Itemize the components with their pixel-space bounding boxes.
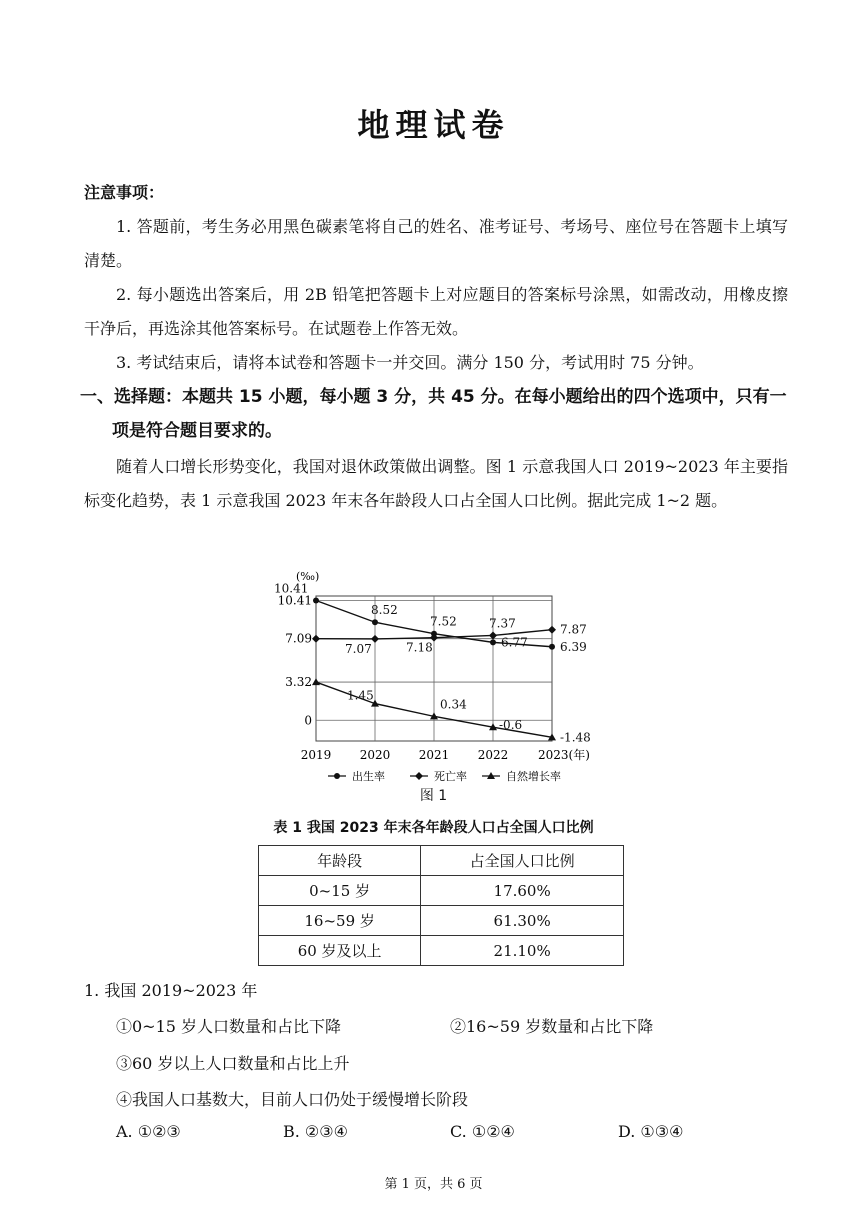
population-line-chart <box>270 566 600 816</box>
chart-legend <box>328 769 561 783</box>
table-cell: 16~59 岁 <box>259 906 421 936</box>
x-tick-label: 2021 <box>418 748 450 762</box>
data-label: 7.87 <box>560 622 587 637</box>
y-tick-label: 7.09 <box>285 631 312 646</box>
point-marker <box>371 635 379 643</box>
point-marker <box>489 631 497 639</box>
data-label: 7.52 <box>430 614 457 629</box>
statement-3: ③60 岁以上人口数量和占比上升 <box>116 1054 350 1073</box>
statement-4: ④我国人口基数大，目前人口仍处于缓慢增长阶段 <box>116 1090 469 1109</box>
page-title: 地理试卷 <box>357 106 510 144</box>
notice-item-2: 2. 每小题选出答案后，用 2B 铅笔把答题卡上对应题目的答案标号涂黑，如需改动，用橡皮擦干净后，再选涂其他答案标号。在试题卷上作答无效。 <box>84 285 788 338</box>
y-tick-label: 0 <box>304 713 312 728</box>
data-label: 10.41 <box>274 581 309 596</box>
point-marker <box>415 772 423 780</box>
table-caption: 表 1 我国 2023 年末各年龄段人口占全国人口比例 <box>273 820 594 836</box>
figure-caption: 图 1 <box>419 788 448 804</box>
intro-paragraph: 随着人口增长形势变化，我国对退休政策做出调整。图 1 示意我国人口 2019~2023 年主要指标变化趋势，表 1 示意我国 2023 年末各年龄段人口占全国人口比例。据此完成 1~2 题。 <box>84 457 788 510</box>
option-b: B. ②③④ <box>283 1122 348 1141</box>
table-row <box>259 906 624 936</box>
statement-1: ①0~15 岁人口数量和占比下降 <box>116 1017 342 1036</box>
option-d: D. ①③④ <box>618 1122 684 1141</box>
point-marker <box>312 635 320 643</box>
data-label: -0.6 <box>499 718 523 733</box>
notice-item-1: 1. 答题前，考生务必用黑色碳素笔将自己的姓名、准考证号、考场号、座位号在答题卡上填写清楚。 <box>84 217 788 270</box>
point-marker <box>549 644 555 650</box>
section-heading <box>80 380 792 448</box>
point-marker <box>372 619 378 625</box>
table-row <box>259 936 624 966</box>
question-1-stem: 1. 我国 2019~2023 年 <box>84 981 258 1000</box>
table-cell: 17.60% <box>421 876 624 906</box>
point-marker <box>313 597 319 603</box>
option-a: A. ①②③ <box>116 1122 181 1141</box>
x-tick-label: 2022 <box>477 748 509 762</box>
data-label: 7.18 <box>406 640 433 655</box>
table-header: 年龄段 <box>259 846 421 876</box>
data-label: 7.37 <box>489 616 516 631</box>
data-label: 8.52 <box>371 603 398 618</box>
data-label: 1.45 <box>347 688 374 703</box>
data-label: 6.77 <box>501 635 528 650</box>
point-marker <box>334 773 340 779</box>
x-tick-label: 2020 <box>359 748 391 762</box>
table-cell: 21.10% <box>421 936 624 966</box>
notice-item-3: 3. 考试结束后，请将本试卷和答题卡一并交回。满分 150 分，考试用时 75 分钟。 <box>116 353 704 372</box>
table-row <box>259 876 624 906</box>
point-marker <box>490 639 496 645</box>
y-axis-unit: (‰) <box>296 570 320 583</box>
statement-2: ②16~59 岁数量和占比下降 <box>450 1017 654 1036</box>
legend-label: 自然增长率 <box>506 770 561 783</box>
x-tick-label: 2023(年) <box>538 748 590 762</box>
data-label: 7.07 <box>345 641 372 656</box>
y-tick-label: 10.41 <box>277 593 312 608</box>
table-cell: 60 岁及以上 <box>259 936 421 966</box>
point-marker <box>548 626 556 634</box>
legend-label: 死亡率 <box>434 770 467 783</box>
section-heading-line2: 项是符合题目要求的。 <box>112 421 282 441</box>
data-label: 0.34 <box>440 697 467 712</box>
table-cell: 0~15 岁 <box>259 876 421 906</box>
point-marker <box>312 678 320 685</box>
y-tick-label: 3.32 <box>285 675 312 690</box>
section-heading-line1: 一、选择题：本题共 15 小题，每小题 3 分，共 45 分。在每小题给出的四个选项中，只有一 <box>80 387 787 407</box>
table-header-row <box>259 846 624 876</box>
page-footer: 第 1 页，共 6 页 <box>384 1177 483 1192</box>
data-label: 6.39 <box>560 639 587 654</box>
table-cell: 61.30% <box>421 906 624 936</box>
x-tick-label: 2019 <box>300 748 332 762</box>
data-label: -1.48 <box>560 730 591 745</box>
table-header: 占全国人口比例 <box>421 846 624 876</box>
option-c: C. ①②④ <box>450 1122 515 1141</box>
legend-label: 出生率 <box>352 770 385 783</box>
population-table <box>258 845 624 966</box>
notice-heading: 注意事项： <box>84 183 165 202</box>
chart-labels <box>274 570 591 762</box>
